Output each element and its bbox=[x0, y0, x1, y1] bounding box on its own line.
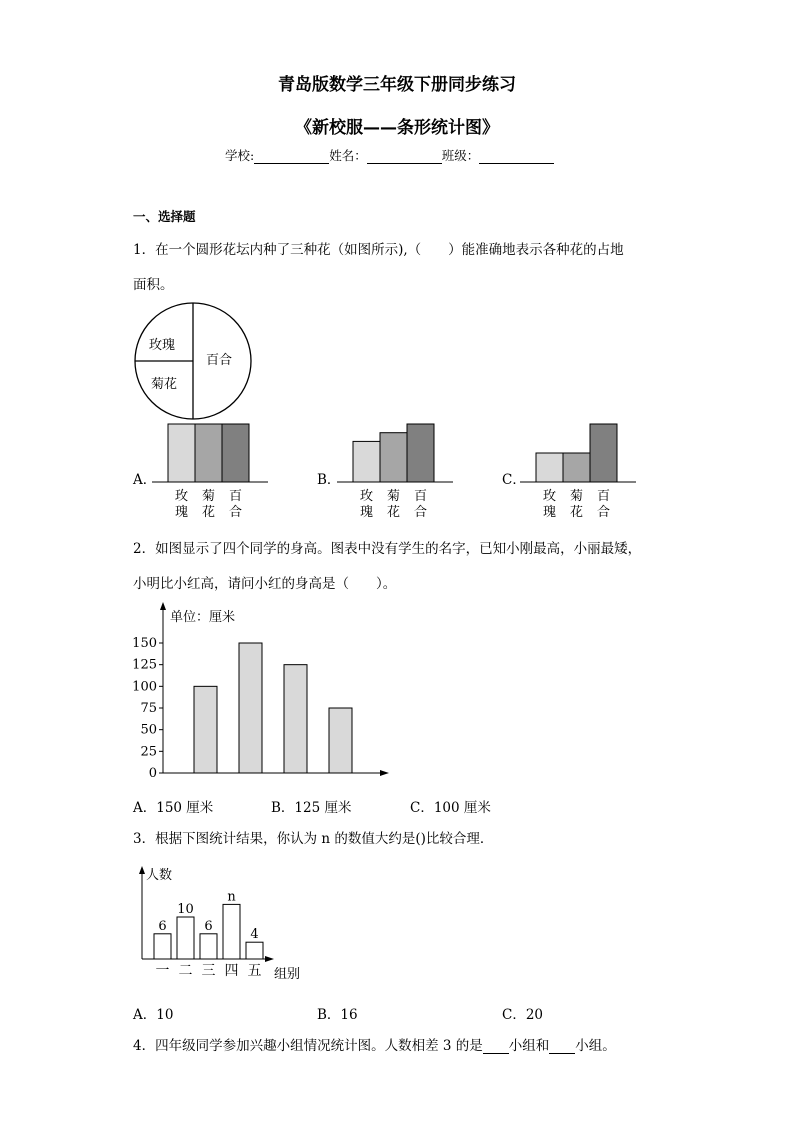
option-bar-label: 玫 bbox=[542, 489, 557, 504]
chart3-category-label: 五 bbox=[247, 963, 262, 979]
option-bar-label: 瑰 bbox=[359, 505, 374, 520]
option-bar-3 bbox=[222, 424, 249, 482]
chart3-category-label: 一 bbox=[155, 963, 170, 979]
option-bar-label: 百 bbox=[596, 489, 611, 504]
q1-option-c-letter[interactable]: C． bbox=[502, 472, 526, 488]
q1-text-line1: 1．在一个圆形花坛内种了三种花（如图所示),（ ）能准确地表示各种花的占地 bbox=[133, 242, 624, 258]
option-bar-label: 合 bbox=[596, 505, 611, 520]
chart2-ytick-label: 125 bbox=[132, 657, 157, 673]
option-bar-1 bbox=[168, 424, 195, 482]
q2-text-line1: 2．如图显示了四个同学的身高。图表中没有学生的名字，已知小刚最高，小丽最矮， bbox=[133, 541, 642, 557]
q1-option-b-letter[interactable]: B． bbox=[317, 472, 341, 488]
q4-text-part1: 4．四年级同学参加兴趣小组情况统计图。人数相差 3 的是 bbox=[133, 1038, 483, 1054]
chart2-bar bbox=[239, 643, 262, 773]
group-count-chart bbox=[128, 860, 318, 985]
pie-label-rose: 玫瑰 bbox=[149, 338, 176, 353]
option-bar-3 bbox=[590, 424, 617, 482]
option-bar-label: 合 bbox=[413, 505, 428, 520]
option-bar-label: 花 bbox=[201, 505, 216, 520]
chart3-bar bbox=[177, 917, 194, 959]
chart2-ytick-label: 100 bbox=[132, 679, 157, 695]
chart3-bar bbox=[154, 934, 171, 959]
page-title: 青岛版数学三年级下册同步练习 bbox=[278, 75, 516, 95]
pie-label-chrysanthemum: 菊花 bbox=[151, 377, 178, 392]
option-bar-label: 瑰 bbox=[174, 505, 189, 520]
chart3-bar bbox=[200, 934, 217, 959]
option-bar-label: 菊 bbox=[386, 489, 401, 504]
chart3-ylabel: 人数 bbox=[146, 868, 173, 883]
chart3-y-arrow bbox=[139, 866, 145, 874]
option-bar-1 bbox=[536, 453, 563, 482]
chart2-y-arrow bbox=[160, 602, 166, 610]
chart3-bar bbox=[223, 904, 240, 959]
q1-option-b-chart[interactable] bbox=[335, 418, 465, 523]
option-bar-1 bbox=[353, 441, 380, 482]
section-heading: 一、选择题 bbox=[133, 209, 196, 224]
q2-option-b[interactable]: B．125 厘米 bbox=[271, 800, 352, 816]
q1-option-a-chart[interactable] bbox=[150, 418, 280, 523]
chart3-xlabel: 组别 bbox=[274, 967, 301, 982]
option-bar-label: 花 bbox=[569, 505, 584, 520]
q1-text-line2: 面积。 bbox=[133, 277, 174, 293]
q2-option-a[interactable]: A．150 厘米 bbox=[133, 800, 214, 816]
chart3-data-label: 4 bbox=[250, 927, 259, 943]
q4-blank-1[interactable] bbox=[483, 1039, 509, 1054]
q1-pie-figure bbox=[130, 300, 270, 425]
q2-option-c[interactable]: C．100 厘米 bbox=[410, 800, 491, 816]
school-field[interactable] bbox=[254, 149, 329, 164]
chart2-ytick-label: 75 bbox=[140, 701, 157, 716]
q3-option-a[interactable]: A．10 bbox=[133, 1007, 174, 1023]
chart3-data-label: 6 bbox=[204, 918, 213, 934]
q3-option-c[interactable]: C．20 bbox=[502, 1007, 544, 1023]
pie-label-lily: 百合 bbox=[206, 353, 233, 368]
q4-text-part2: 小组和 bbox=[508, 1038, 550, 1054]
student-info-line bbox=[225, 146, 554, 164]
height-bar-chart bbox=[128, 600, 398, 785]
option-bar-2 bbox=[380, 433, 407, 482]
q2-text-line2: 小明比小红高，请问小红的身高是（ ）。 bbox=[133, 576, 397, 592]
chart3-category-label: 三 bbox=[201, 963, 216, 979]
chart3-data-label: n bbox=[227, 889, 236, 905]
chart3-data-label: 6 bbox=[158, 918, 167, 934]
option-bar-2 bbox=[563, 453, 590, 482]
chart2-unit-label: 单位：厘米 bbox=[170, 610, 236, 625]
class-field[interactable] bbox=[479, 149, 554, 164]
chart3-category-label: 四 bbox=[224, 963, 239, 979]
q1-option-a-letter[interactable]: A． bbox=[133, 472, 157, 488]
school-label: 学校: bbox=[225, 148, 255, 163]
q3-text: 3．根据下图统计结果，你认为 n 的数值大约是()比较合理． bbox=[133, 831, 494, 847]
class-label: 班级： bbox=[441, 148, 480, 163]
q3-option-b[interactable]: B．16 bbox=[317, 1007, 358, 1023]
page-subtitle: 《新校服——条形统计图》 bbox=[295, 118, 499, 138]
q1-option-c-chart[interactable] bbox=[518, 418, 648, 523]
option-bar-label: 百 bbox=[413, 489, 428, 504]
chart3-category-label: 二 bbox=[178, 963, 193, 979]
option-bar-label: 玫 bbox=[174, 489, 189, 504]
option-bar-2 bbox=[195, 424, 222, 482]
chart3-bar bbox=[246, 942, 263, 959]
option-bar-label: 菊 bbox=[201, 489, 216, 504]
chart3-x-arrow bbox=[265, 956, 274, 962]
option-bar-label: 花 bbox=[386, 505, 401, 520]
option-bar-3 bbox=[407, 424, 434, 482]
q4-text bbox=[133, 1034, 616, 1054]
option-bar-label: 百 bbox=[228, 489, 243, 504]
option-bar-label: 合 bbox=[228, 505, 243, 520]
option-bar-label: 菊 bbox=[569, 489, 584, 504]
name-field[interactable] bbox=[367, 149, 442, 164]
q4-blank-2[interactable] bbox=[549, 1039, 575, 1054]
chart2-bar bbox=[194, 686, 217, 773]
chart2-ytick-label: 25 bbox=[140, 744, 157, 760]
chart2-bar bbox=[284, 665, 307, 773]
chart2-bar bbox=[329, 708, 352, 773]
option-bar-label: 玫 bbox=[359, 489, 374, 504]
q4-text-part3: 小组。 bbox=[575, 1038, 616, 1054]
chart2-ytick-label: 0 bbox=[148, 766, 157, 781]
option-bar-label: 瑰 bbox=[542, 505, 557, 520]
chart2-ytick-label: 50 bbox=[140, 722, 157, 738]
chart2-ytick-label: 150 bbox=[132, 636, 157, 651]
name-label: 姓名： bbox=[329, 148, 367, 163]
chart2-x-arrow bbox=[380, 770, 389, 776]
chart3-data-label: 10 bbox=[177, 902, 194, 917]
